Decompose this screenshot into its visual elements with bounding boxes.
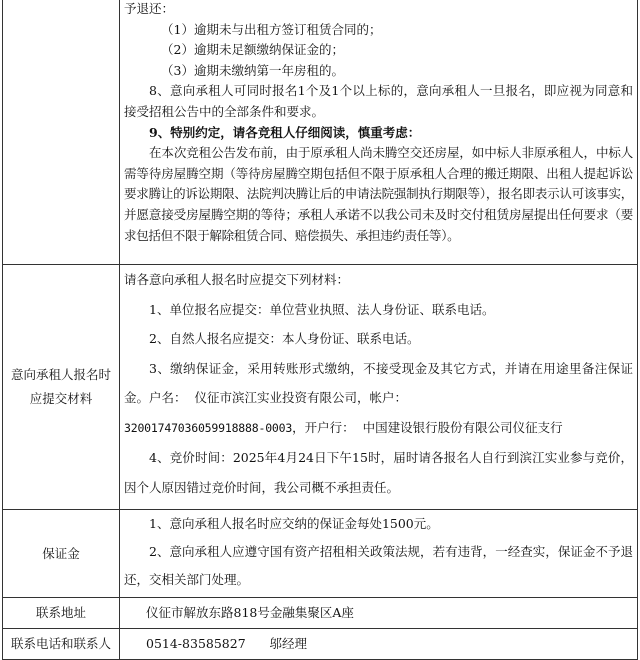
bank-label: ，开户行：	[292, 419, 355, 435]
materials-content	[120, 265, 638, 510]
address-content	[120, 598, 638, 629]
materials-label-cell	[3, 265, 120, 510]
materials-item-4: 4、竞价时间：2025年4月24日下午15时，届时请各报名人自行到滨江实业参与竞价，因个人原因错过竞价时间，我公司概不承担责任。	[124, 450, 633, 495]
address-value: 仪征市解放东路818号金融集聚区A座	[146, 605, 354, 620]
materials-item-3	[124, 354, 633, 413]
deposit-label-cell	[3, 510, 120, 598]
account-number: 32001747036059918888-0003	[124, 420, 293, 435]
deposit-item-2: 2、意向承租人应遵守国有资产招租相关政策法规，若有违背，一经查实，保证金不予退还，交相关部门处理。	[124, 544, 633, 587]
deposit-item-1: 1、意向承租人报名时应交纳的保证金每处1500元。	[149, 516, 439, 531]
conditions-row	[3, 0, 638, 265]
materials-item-1: 1、单位报名应提交：单位营业执照、法人身份证、联系电话。	[149, 301, 495, 317]
contact-row	[3, 629, 638, 660]
address-label: 联系地址	[35, 605, 86, 620]
special-agreement-heading: 9、特别约定，请各竞租人仔细阅读，慎重考虑：	[149, 124, 421, 140]
materials-label: 意向承租人报名时应提交材料	[11, 367, 112, 406]
bank-name: 中国建设银行股份有限公司仪征支行	[362, 419, 563, 435]
conditions-content	[120, 0, 638, 265]
address-label-cell	[3, 598, 120, 629]
contact-content	[120, 629, 638, 660]
conditions-label-cell	[3, 0, 120, 265]
contact-line	[124, 629, 633, 659]
contact-label: 联系电话和联系人	[10, 636, 111, 651]
account-label: 帐户：	[369, 390, 407, 405]
conditions-line-0: 予退还：	[124, 1, 175, 16]
conditions-line-2: （2）逾期未足额缴纳保证金的；	[161, 42, 344, 58]
contact-phone: 0514-83585827	[146, 636, 246, 651]
conditions-line-3: （3）逾期未缴纳第一年房租的。	[161, 62, 344, 78]
contact-person: 邬经理	[269, 636, 308, 651]
deposit-label: 保证金	[42, 545, 80, 561]
materials-item-2: 2、自然人报名应提交：本人身份证、联系电话。	[149, 331, 420, 346]
conditions-line-4: 8、意向承租人可同时报名1个及1个以上标的，意向承租人一旦报名，即应视为同意和接受招租公告中的全部条件和要求。	[124, 83, 633, 119]
bank-account-line	[124, 413, 633, 444]
address-row	[3, 598, 638, 629]
contact-label-cell	[3, 629, 120, 660]
deposit-payment-text: 3、缴纳保证金，采用转账形式缴纳，不接受现金及其它方式，并请在用途里备注保证金。户名：	[124, 360, 633, 405]
announcement-table	[2, 0, 638, 660]
conditions-line-1: （1）逾期未与出租方签订租赁合同的；	[161, 21, 382, 37]
deposit-row	[3, 510, 638, 598]
deposit-content	[120, 510, 638, 598]
materials-intro: 请各意向承租人报名时应提交下列材料：	[124, 272, 350, 287]
materials-row	[3, 265, 638, 510]
account-name: 仪征市滨江实业投资有限公司，	[194, 390, 370, 405]
special-agreement-body: 在本次竞租公告发布前，由于原承租人尚未腾空交还房屋，如中标人非原承租人，中标人需等待房屋腾空期（等待房屋腾空期包括但不限于原承租人合理的搬迁期限、出租人提起诉讼要求腾让的诉讼期限、法院判决腾让后的申请法院强制执行期限等），报名即表示认可该事实，并愿意接受房屋腾空期的等待；承租人承诺不以我公司未及时交付租赁房屋提出任何要求（要求包括但不限于解除租赁合同、赔偿损失、承担违约责任等）。	[124, 145, 633, 243]
